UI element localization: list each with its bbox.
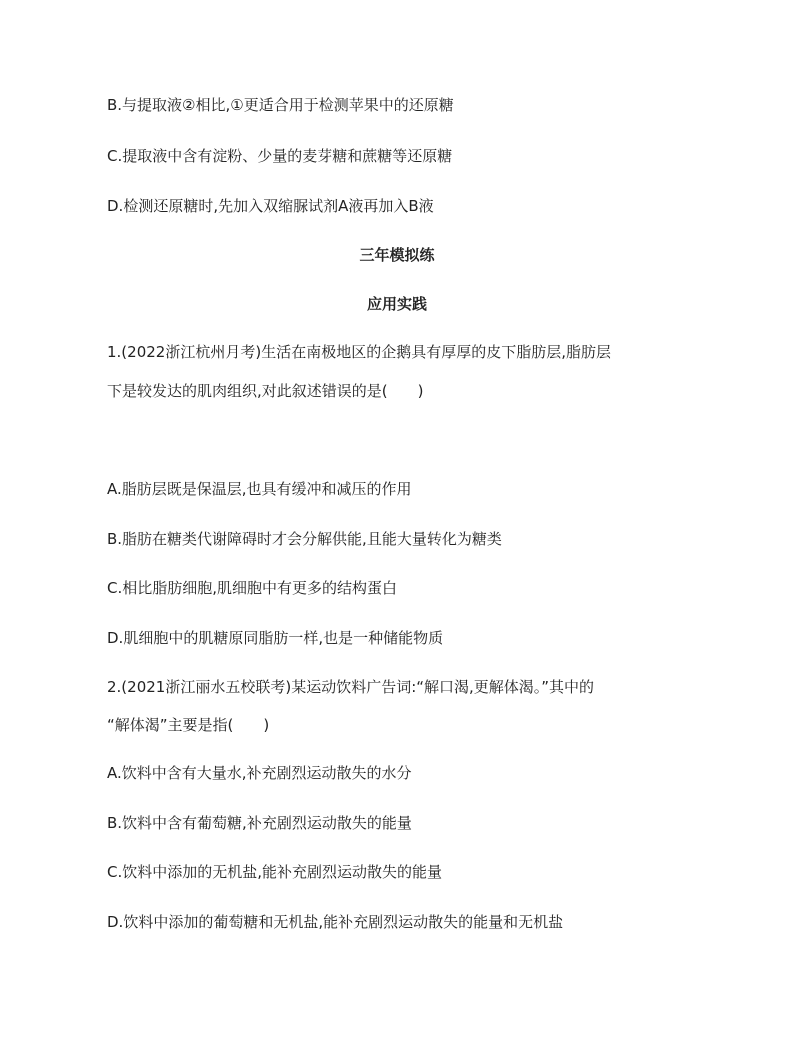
question-1-option-a: A.脂肪层既是保温层,也具有缓冲和减压的作用	[107, 480, 412, 498]
question-1-stem-line-1: 1.(2022浙江杭州月考)生活在南极地区的企鹅具有厚厚的皮下脂肪层,脂肪层	[107, 343, 611, 361]
question-1-stem-line-2: 下是较发达的肌肉组织,对此叙述错误的是( )	[107, 382, 424, 400]
question-2-option-d: D.饮料中添加的葡萄糖和无机盐,能补充剧烈运动散失的能量和无机盐	[107, 913, 564, 931]
previous-option-d: D.检测还原糖时,先加入双缩脲试剂A液再加入B液	[107, 197, 434, 215]
question-2-stem-line-2: “解体渴”主要是指( )	[107, 716, 270, 734]
section-title: 三年模拟练	[359, 246, 435, 264]
question-1-option-b: B.脂肪在糖类代谢障碍时才会分解供能,且能大量转化为糖类	[107, 530, 502, 548]
subsection-title: 应用实践	[366, 295, 427, 313]
question-1-option-d: D.肌细胞中的肌糖原同脂肪一样,也是一种储能物质	[107, 629, 444, 647]
question-2-option-c: C.饮料中添加的无机盐,能补充剧烈运动散失的能量	[107, 863, 443, 881]
previous-option-c: C.提取液中含有淀粉、少量的麦芽糖和蔗糖等还原糖	[107, 147, 453, 165]
question-2-option-b: B.饮料中含有葡萄糖,补充剧烈运动散失的能量	[107, 814, 412, 832]
question-1-option-c: C.相比脂肪细胞,肌细胞中有更多的结构蛋白	[107, 579, 398, 597]
previous-option-b: B.与提取液②相比,①更适合用于检测苹果中的还原糖	[107, 96, 454, 114]
question-2-stem-line-1: 2.(2021浙江丽水五校联考)某运动饮料广告词:“解口渴,更解体渴。”其中的	[107, 678, 595, 696]
question-2-option-a: A.饮料中含有大量水,补充剧烈运动散失的水分	[107, 764, 412, 782]
